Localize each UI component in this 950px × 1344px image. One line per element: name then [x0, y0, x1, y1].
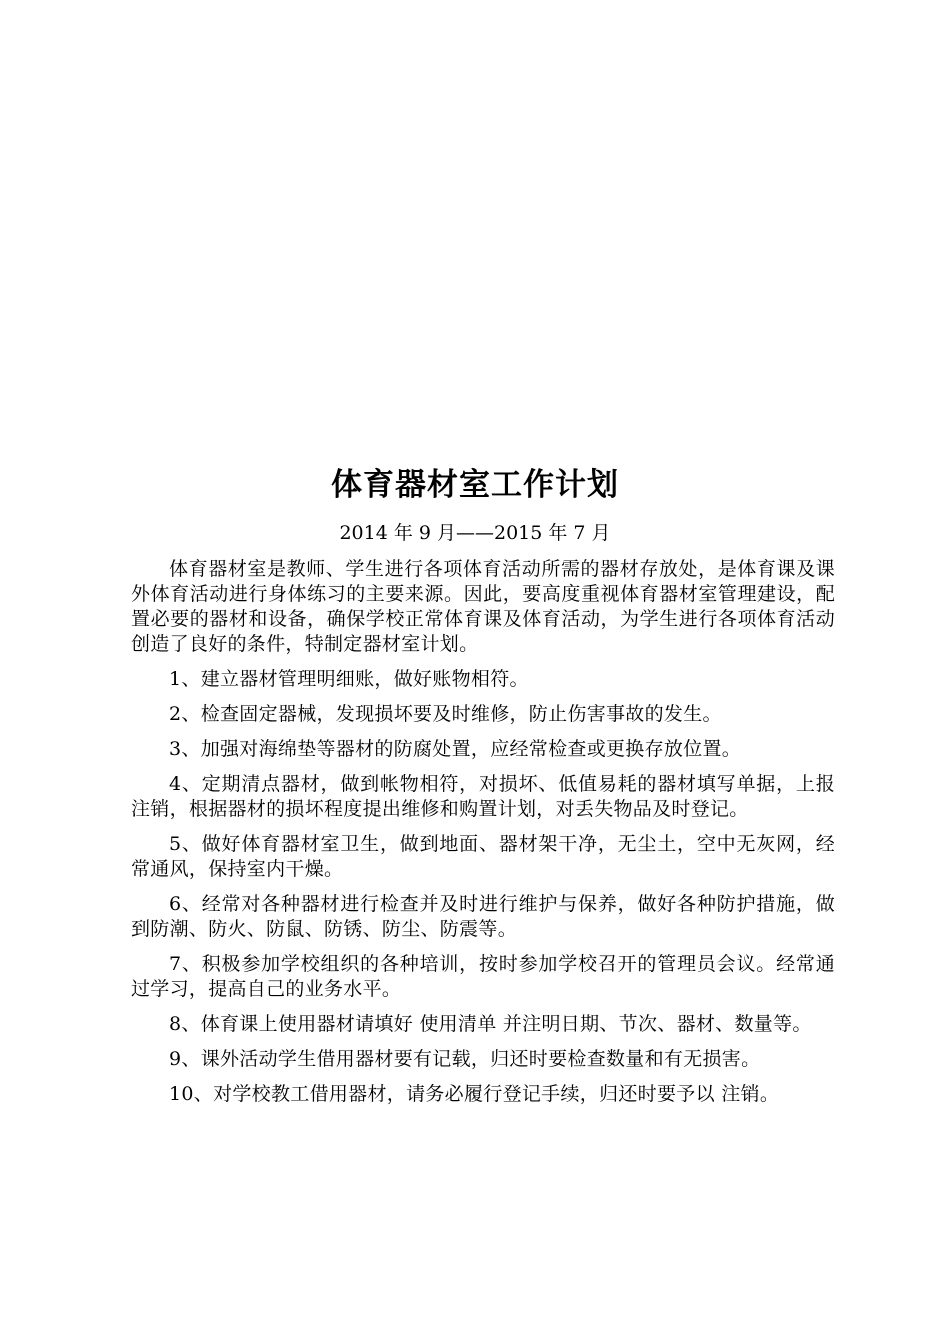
plan-item-5: 5、做好体育器材室卫生，做到地面、器材架干净，无尘土，空中无灰网，经常通风，保持室内干燥。	[131, 833, 835, 880]
document-title: 体育器材室工作计划	[331, 467, 619, 503]
plan-item-10: 10、对学校教工借用器材，请务必履行登记手续，归还时要予以 注销。	[169, 1083, 780, 1105]
document-body	[131, 557, 835, 1107]
plan-item-1: 1、建立器材管理明细账，做好账物相符。	[169, 668, 529, 690]
plan-item-8: 8、体育课上使用器材请填好 使用清单 并注明日期、节次、器材、数量等。	[169, 1013, 812, 1035]
intro-paragraph: 体育器材室是教师、学生进行各项体育活动所需的器材存放处，是体育课及课外体育活动进行身体练习的主要来源。因此，要高度重视体育器材室管理建设，配置必要的器材和设备，确保学校正常体育课及体育活动，为学生进行各项体育活动创造了良好的条件，特制定器材室计划。	[131, 558, 835, 655]
plan-item-9: 9、课外活动学生借用器材要有记载，归还时要检查数量和有无损害。	[169, 1048, 761, 1070]
plan-item-7: 7、积极参加学校组织的各种培训，按时参加学校召开的管理员会议。经常通过学习，提高自己的业务水平。	[131, 953, 835, 1000]
plan-item-3: 3、加强对海绵垫等器材的防腐处置，应经常检查或更换存放位置。	[169, 738, 742, 760]
plan-item-2: 2、检查固定器械，发现损坏要及时维修，防止伤害事故的发生。	[169, 703, 722, 725]
plan-item-6: 6、经常对各种器材进行检查并及时进行维护与保养，做好各种防护措施，做到防潮、防火、防鼠、防锈、防尘、防震等。	[131, 893, 835, 940]
date-range: 2014 年 9 月——2015 年 7 月	[339, 522, 611, 544]
plan-item-4: 4、定期清点器材，做到帐物相符，对损坏、低值易耗的器材填写单据，上报注销，根据器材的损坏程度提出维修和购置计划，对丢失物品及时登记。	[131, 773, 835, 820]
